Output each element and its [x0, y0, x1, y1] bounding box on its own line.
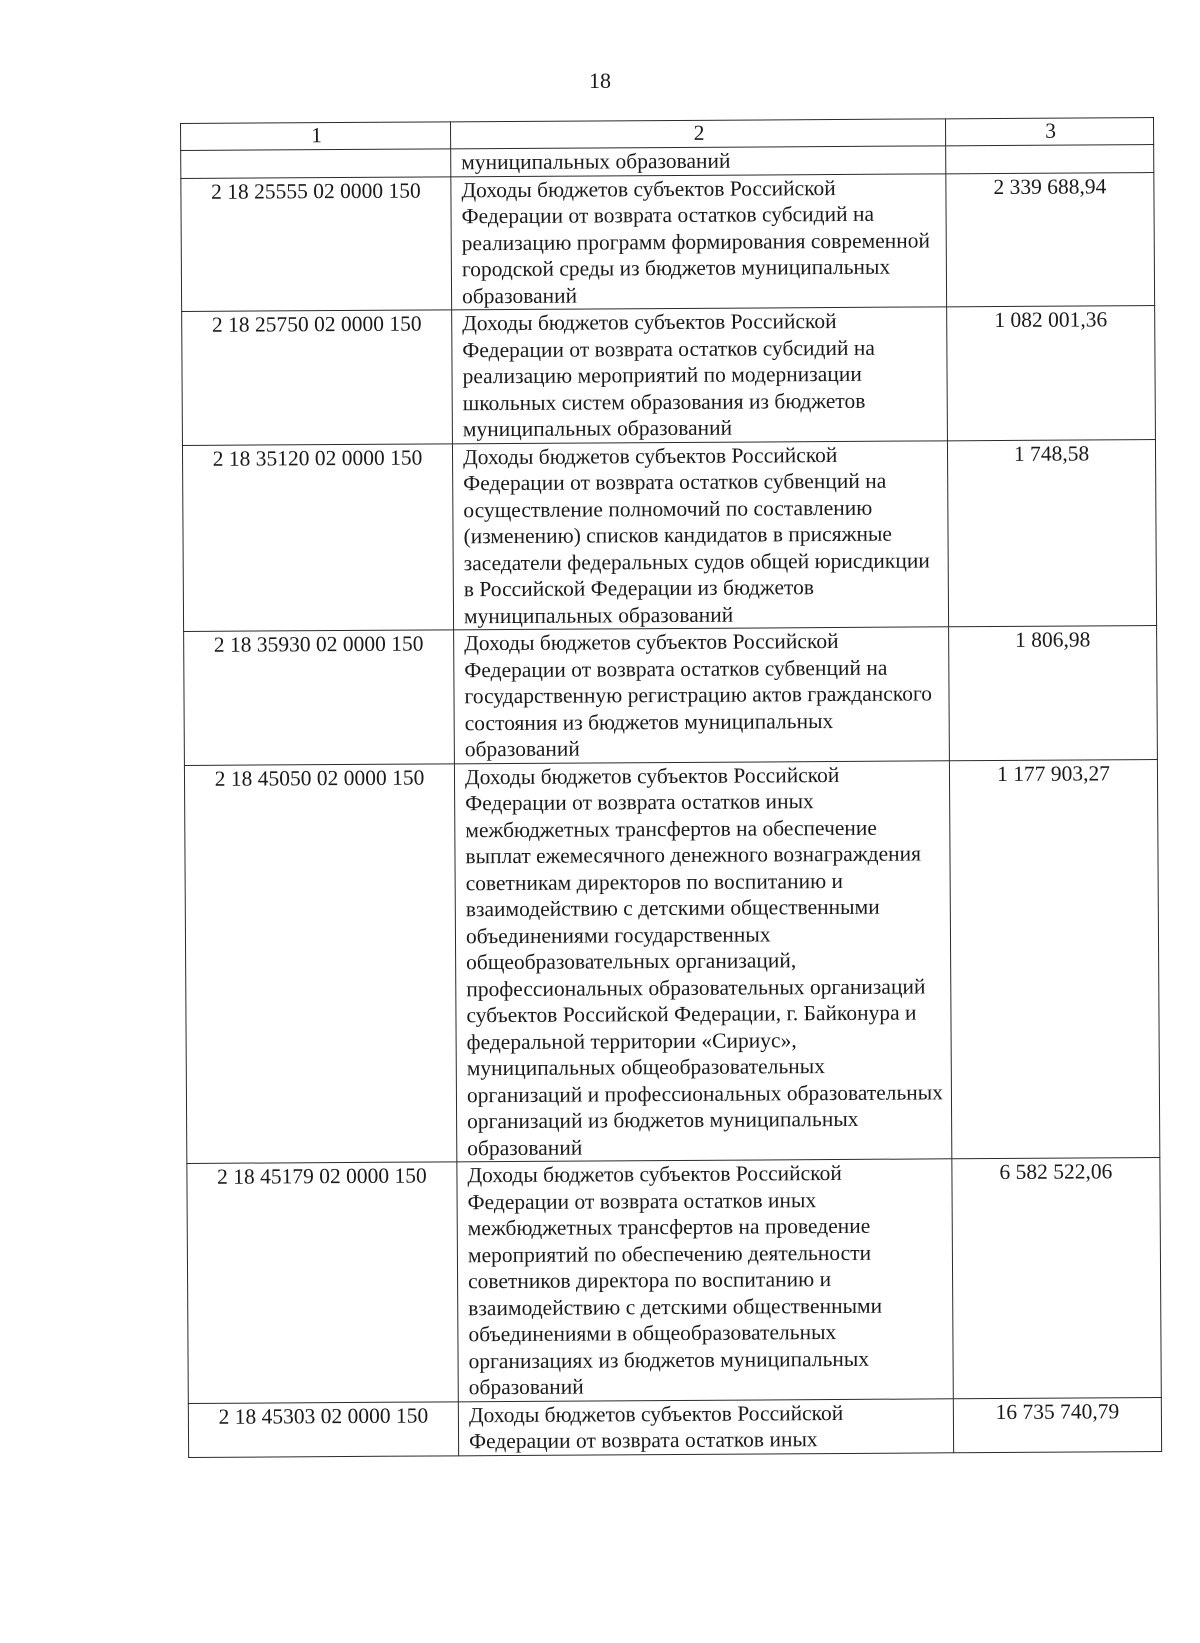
- row-amount: 2 339 688,94: [946, 172, 1155, 307]
- table-row: [184, 626, 1158, 765]
- header-col-3: 3: [945, 118, 1153, 146]
- row-description: Доходы бюджетов субъектов Российской Федерации от возврата остатков иных: [458, 1398, 953, 1455]
- row-amount: 1 748,58: [947, 439, 1156, 627]
- row-amount: 1 177 903,27: [949, 759, 1159, 1159]
- row-description: муниципальных образований: [451, 146, 946, 177]
- row-description: Доходы бюджетов субъектов Российской Федерации от возврата остатков субвенций на осуществление полномочий по составлению (изменению) списков кандидатов в присяжные заседатели федеральных судов общей юрисдикции в Российской Федерации из бюджетов муниципальных образований: [452, 440, 948, 630]
- table-row: [188, 1397, 1161, 1457]
- row-code: 2 18 35930 02 0000 150: [184, 630, 455, 765]
- row-amount: 6 582 522,06: [952, 1158, 1161, 1399]
- row-code: 2 18 45303 02 0000 150: [188, 1401, 458, 1457]
- row-amount: [946, 145, 1154, 174]
- header-col-2: 2: [450, 119, 945, 149]
- row-amount: 1 082 001,36: [947, 306, 1156, 441]
- table-row: [181, 172, 1155, 311]
- row-amount: 1 806,98: [949, 626, 1158, 761]
- row-code: 2 18 35120 02 0000 150: [182, 443, 453, 631]
- table-row: [184, 759, 1159, 1163]
- header-col-1: 1: [181, 122, 451, 151]
- page-number: 18: [589, 68, 611, 93]
- row-code: [181, 149, 451, 178]
- row-description: Доходы бюджетов субъектов Российской Федерации от возврата остатков иных межбюджетных трансфертов на обеспечение выплат ежемесячного денежного вознаграждения советникам директоров по воспитанию и взаимодействию с детскими общественными объединениями государственных общеобразовательных организаций, профессиональных образовательных организаций субъектов Российской Федерации, г. Байконура и федеральной территории «Сириус», муниципальных общеобразовательных организаций и профессиональных образовательных организаций из бюджетов муниципальных образований: [454, 760, 951, 1162]
- row-code: 2 18 45050 02 0000 150: [184, 763, 456, 1163]
- row-description: Доходы бюджетов субъектов Российской Федерации от возврата остатков субсидий на реализацию программ формирования современной городской среды из бюджетов муниципальных образований: [451, 173, 947, 310]
- table-row: [187, 1158, 1161, 1403]
- row-code: 2 18 25555 02 0000 150: [181, 176, 452, 311]
- row-description: Доходы бюджетов субъектов Российской Федерации от возврата остатков субсидий на реализацию мероприятий по модернизации школьных систем образования из бюджетов муниципальных образований: [452, 307, 948, 444]
- row-description: Доходы бюджетов субъектов Российской Федерации от возврата остатков иных межбюджетных трансфертов на проведение мероприятий по обеспечению деятельности советников директора по воспитанию и взаимодействию с детскими общественными объединениями в общеобразовательных организациях из бюджетов муниципальных образований: [457, 1159, 953, 1402]
- row-amount: 16 735 740,79: [953, 1397, 1161, 1452]
- row-description: Доходы бюджетов субъектов Российской Федерации от возврата остатков субвенций на государственную регистрацию актов гражданского состояния из бюджетов муниципальных образований: [454, 627, 950, 764]
- row-code: 2 18 25750 02 0000 150: [182, 310, 453, 445]
- table-row: [182, 306, 1156, 445]
- table-row: [182, 439, 1156, 631]
- row-code: 2 18 45179 02 0000 150: [187, 1162, 458, 1403]
- revenue-table: [180, 117, 1162, 1457]
